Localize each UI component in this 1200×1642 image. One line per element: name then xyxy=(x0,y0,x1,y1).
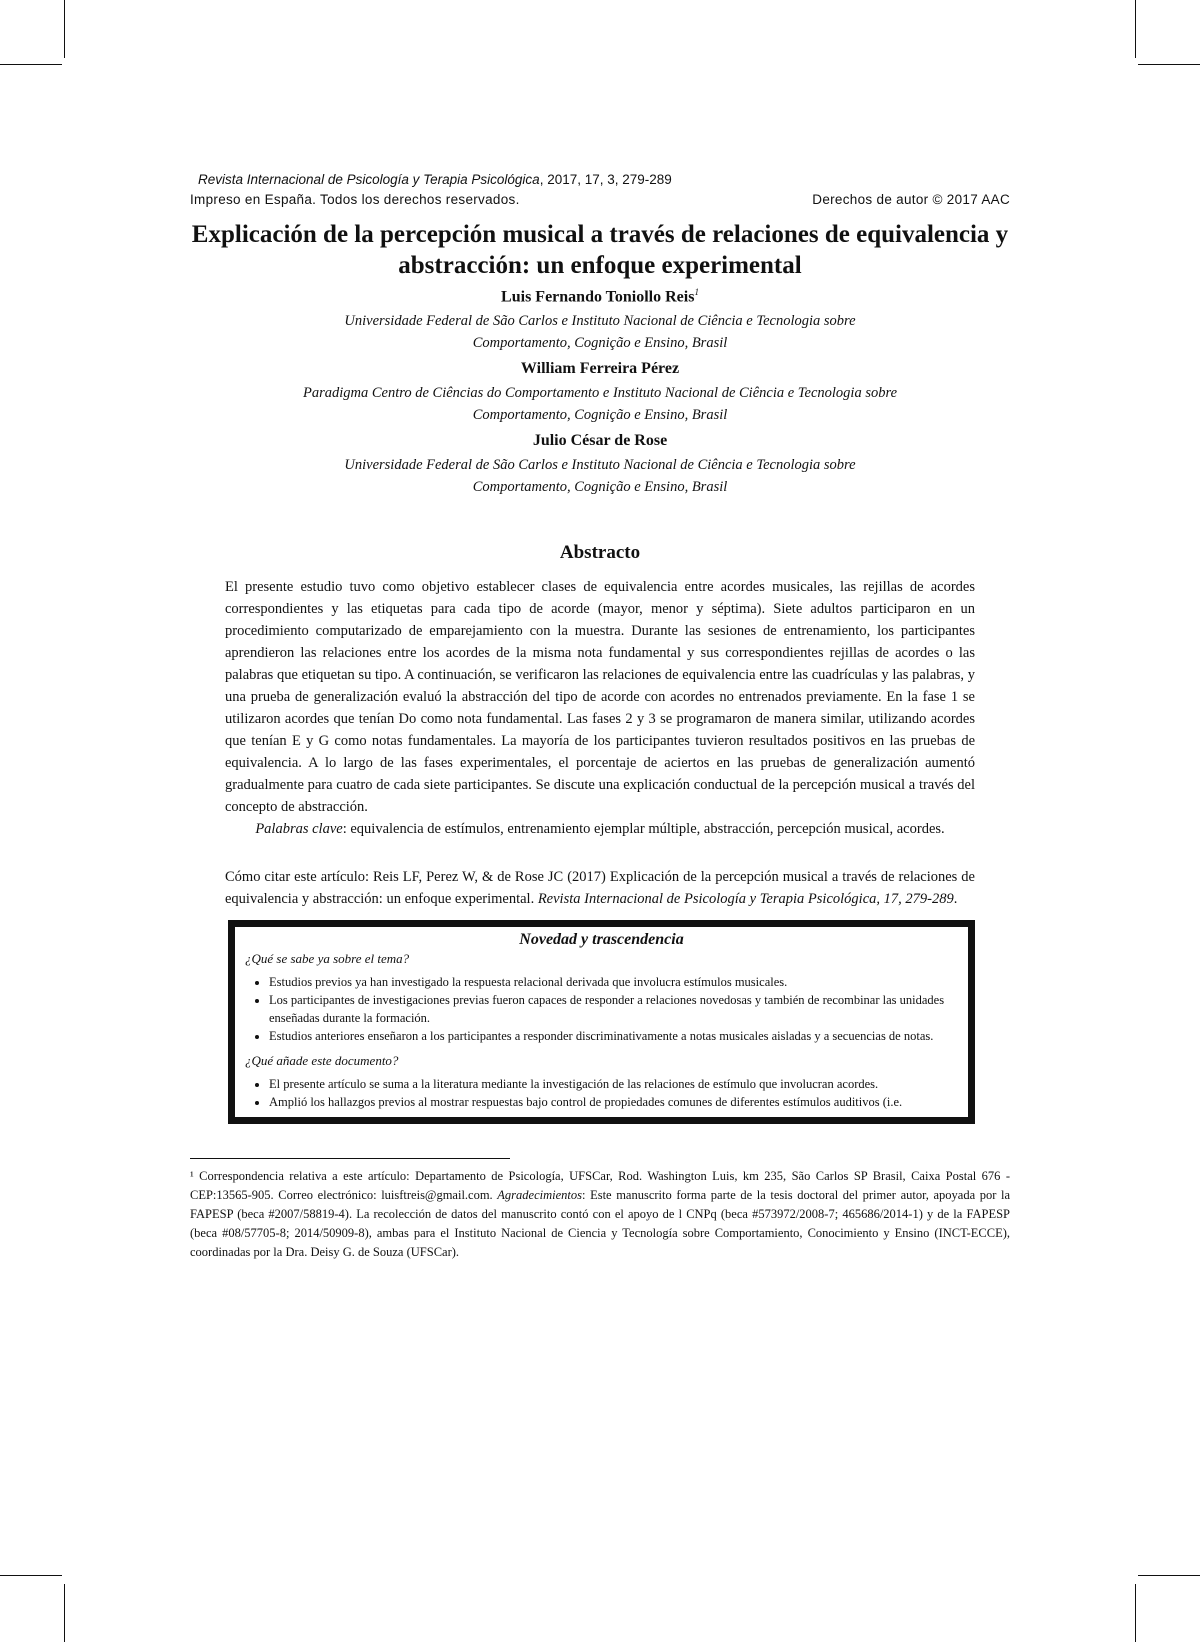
author-affiliation: Universidade Federal de São Carlos e Instituto Nacional de Ciência e Tecnologia sobre Comportamento, Cognição e Ensino, Brasil xyxy=(344,457,856,496)
keywords-label: Palabras clave xyxy=(255,821,343,838)
novelty-box xyxy=(228,920,975,1124)
novelty-box-title: Novedad y trascendencia xyxy=(519,931,684,949)
page xyxy=(190,172,1010,1262)
crop-mark xyxy=(1135,0,1136,58)
article-title: Explicación de la percepción musical a través de relaciones de equivalencia y abstracción: un enfoque experimental xyxy=(191,221,1009,279)
list-item: • Estudios anteriores enseñaron a los participantes a responder discriminativamente a notas musicales aisladas y a secuencias de notas. xyxy=(269,1027,958,1045)
author-name: Julio César de Rose xyxy=(532,432,668,450)
list-item: • El presente artículo se suma a la literatura mediante la investigación de las relaciones de estímulo que involucran acordes. xyxy=(269,1075,958,1093)
journal-name: Revista Internacional de Psicología y Terapia Psicológica xyxy=(198,172,540,187)
novelty-list xyxy=(245,1075,958,1111)
author-name: William Ferreira Pérez xyxy=(520,360,680,378)
citation: Cómo citar este artículo: Reis LF, Perez W, & de Rose JC (2017) Explicación de la percepción musical a través de relaciones de equivalencia y abstracción: un enfoque experimental. Revista Internacional de Psicología y Terapia Psicológica, 17, 279-289. xyxy=(225,869,975,908)
novelty-question: ¿Qué añade este documento? xyxy=(245,1053,399,1069)
author-name: Luis Fernando Toniollo Reis$^1$ xyxy=(501,287,699,306)
copyright-notice: Derechos de autor © 2017 AAC xyxy=(812,192,1010,207)
header-row xyxy=(190,192,1010,207)
author-affiliation: Universidade Federal de São Carlos e Instituto Nacional de Ciência e Tecnologia sobre Comportamento, Cognição e Ensino, Brasil xyxy=(344,313,856,352)
list-item: • Estudios previos ya han investigado la respuesta relacional derivada que involucra estímulos musicales. xyxy=(269,973,958,991)
footnote: ¹ Correspondencia relativa a este artículo: Departamento de Psicología, UFSCar, Rod. Washington Luis, km 235, São Carlos SP Brasil, Caixa Postal 676 - CEP:13565-905. Correo electrónico: luisftreis@gmail.com. Agradecimientos: Este manuscrito forma parte de la tesis doctoral del primer autor, apoyada por la FAPESP (beca #2007/58819-4). La recolección de datos del manuscrito contó con el apoyo de l CNPq (beca #573972/2008-7; 465686/2014-1) y de la FAPESP (beca #08/57705-8; 2014/50909-8), ambas para el Instituto Nacional de Ciencia y Tecnología sobre Comportamiento, Conocimiento y Ensino (INCT-ECCE), coordinadas por la Dra. Deisy G. de Souza (UFSCar). xyxy=(190,1169,1010,1260)
list-item: • Amplió los hallazgos previos al mostrar respuestas bajo control de propiedades comunes de diferentes estímulos auditivos (i.e. xyxy=(269,1093,958,1111)
abstract-heading: Abstracto xyxy=(559,542,641,564)
crop-mark xyxy=(1138,1575,1200,1576)
journal-volume: , 2017, 17, 3, 279-289 xyxy=(539,172,672,187)
abstract-body: El presente estudio tuvo como objetivo establecer clases de equivalencia entre acordes musicales, las rejillas de acordes correspondientes y las etiquetas para cada tipo de acorde (mayor, menor y séptima). Siete adultos participaron en un procedimiento computarizado de emparejamiento con la muestra. Durante las sesiones de entrenamiento, los participantes aprendieron las relaciones entre los acordes de la misma nota fundamental y sus correspondientes rejillas de acordes o las palabras que etiquetan su tipo. A continuación, se verificaron las relaciones de equivalencia entre las cuadrículas y las palabras, y una prueba de generalización evaluó la abstracción del tipo de acorde con acordes no entrenados previamente. En la fase 1 se utilizaron acordes que tenían Do como nota fundamental. Las fases 2 y 3 se programaron de manera similar, utilizando acordes que tenían E y G como notas fundamentales. La mayoría de los participantes tuvieron resultados positivos en las pruebas de equivalencia. A lo largo de las fases experimentales, el porcentaje de aciertos en las pruebas de generalización aumentó gradualmente para cuatro de cada siete participantes. Se discute una explicación conductual de la percepción musical a través del concepto de abstracción. xyxy=(225,579,975,816)
novelty-question: ¿Qué se sabe ya sobre el tema? xyxy=(245,951,410,967)
crop-mark xyxy=(64,1584,65,1642)
author-affiliation: Paradigma Centro de Ciências do Comportamento e Instituto Nacional de Ciência e Tecnologia sobre Comportamento, Cognição e Ensino, Brasil xyxy=(302,385,898,424)
crop-mark xyxy=(1138,64,1200,65)
list-item: • Los participantes de investigaciones previas fueron capaces de responder a relaciones novedosas y también de recombinar las unidades enseñadas durante la formación. xyxy=(269,991,958,1027)
printed-notice: Impreso en España. Todos los derechos reservados. xyxy=(190,192,520,207)
crop-mark xyxy=(1135,1584,1136,1642)
keywords-list: : equivalencia de estímulos, entrenamiento ejemplar múltiple, abstracción, percepción musical, acordes. xyxy=(342,821,945,838)
crop-mark xyxy=(0,64,62,65)
crop-mark xyxy=(0,1575,62,1576)
journal-header xyxy=(198,172,1010,187)
crop-mark xyxy=(64,0,65,58)
footnote-divider xyxy=(190,1158,510,1159)
keywords xyxy=(210,818,990,840)
novelty-list xyxy=(245,973,958,1045)
